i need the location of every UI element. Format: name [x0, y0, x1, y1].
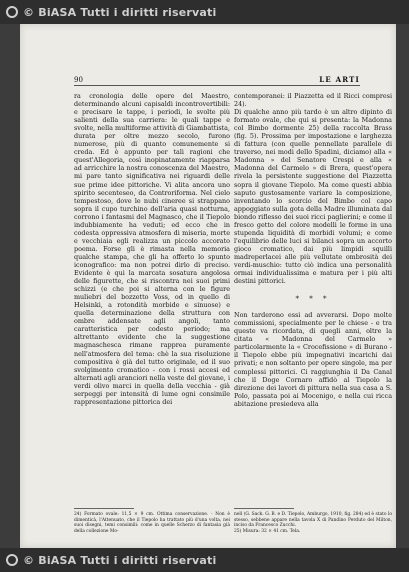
watermark-text-bottom: © BiASA Tutti i diritti riservati — [23, 553, 217, 567]
header-rule — [74, 85, 360, 86]
page-header — [74, 75, 360, 84]
footnotes-right: nell (G. Sack. G. B. e D. Tiepolo, Amburgo, 1910, fig. 284) ed è stato lo stesso, sebbene appare nella tavola X di Pandino Perduto del Milton, inciso da Francesco Zucchi. 25) Misura: 32 × 41 cm. Tela. — [234, 512, 392, 534]
page-number: 90 — [74, 76, 83, 84]
copyright-icon — [6, 6, 18, 18]
left-column-text: ra cronologia delle opere del Maestro, determinando alcuni capisaldi incontrovertibili: e precisare le tappe, i periodi, le svolte più salienti della sua carriera: le quali tappe e svolte, nella multiforme attività di Giambattista, durata per oltre mezzo secolo, furono numerose, più di quanto comunemente si creda. Ed è appunto per tali ragioni che quest'Allegoria, così inopinatamente riapparsa ad arricchire la nostra conoscenza del Maestro, mi pare tanto significativa nei riguardi delle sue prime idee pittoriche. Vi alita ancora uno spirito secenteseo, da Controriforma. Nel cielo tempestoso, dove le nubi cineree si strappano sopra il cupo turchino dell'aria quasi notturna, corrono i fantasmi del Magnasco, che il Tiepolo indubbiamente ha veduti; ed ecco che in codesta oppressiva atmosfera di miseria, morte e vecchiaia egli realizza un piccolo accorato poema. Forse gli è rimasta nella memoria qualche stampa, che gli ha offerto lo spunto iconografico: ma non potrei dirlo di preciso. Evidente è qui la marcata sosatura angolosa delle figurette, che si riscontra nei suoi primi schizzi (e che poi si alterna con le figure muliebri del bozzetto Voss, od in quello di Helsinki, a rotondità morbide e sinuose) e quella determinazione della struttura con ombre addensate agli angoli, tanto caratteristica per codesto periodo; ma altrettanto evidente che la suggestione magnaschesca rimane rapprea puramente nell'atmosfera del tema: chè la sua risoluzione compositiva è già del tutto originale, ed il suo svolgimento cromatico - con i rossi accesi ed alternati agli aranciori nella veste del giovane, i verdi olivo marci in quella della vecchia - già serpeggi per intensità di lume ogni consimile rappresentazione pittorica dei — [74, 92, 231, 406]
copyright-icon — [6, 554, 18, 566]
watermark-bottom — [0, 548, 409, 572]
right-column-text-a: contemporanei: il Piazzetta ed il Ricci compresi 24). Di qualche anno più tardo è un altro dipinto di formato ovale, che qui si presenta: la Madonna col Bimbo dormente 25) della raccolta Brass (fig. 5). Prossima per impostazione e larghezza di fattura (con quelle pennellate parallele di traverso, nei modi dello Spadini, diciamo) alla « Madonna » del Senatore Crespi e alla « Madonna del Carmelo » di Brera, quest'opera rivela la persistente suggestione del Piazzetta sopra il giovane Tiepolo. Ma come questi abbia saputo gustosamente variare la composizione, inventando lo scorcio del Bimbo col capo appoggiato sulla gota della Madre illuminata dal biondo riflesso dei suoi ricci paglierini; e come il fresco getto del colore modelli le forme in una stupenda liquidità di morbidi volumi; e come l'equilibrio delle luci si bilanci sopra un accorto gioco cromatico, dai più limpidi squilli madreperlacei alle più vellutate ombrosità dei verdi-muschio: tutto ciò indica una personalità ormai individualissima e matura per i più alti destini pittorici. — [234, 92, 392, 286]
right-column — [234, 92, 392, 408]
footnote-rule-right — [234, 508, 294, 509]
left-column — [74, 92, 230, 406]
running-title: LE ARTI — [319, 75, 360, 84]
right-column-text-b: Non tarderono essi ad avverarsi. Dopo molte commissioni, specialmente per le chiese - e tra queste va ricordata, di quegli anni, oltre la citata « Madonna del Carmelo » particolarmente la « Crocefissione » di Burano - il Tiepolo ebbe più impegnativi incarichi dai privati; e non soltanto per opere singole, ma per complessi pittorici. Ci raggiunghia il Da Canal che il Doge Cornaro affidò al Tiepolo la direzione dei lavori di pittura nella sua casa a S. Polo, passata poi ai Mocenigo, e nella cui ricca abitazione presiedeva alla — [234, 311, 392, 408]
watermark-top — [0, 0, 409, 24]
watermark-text-top: © BiASA Tutti i diritti riservati — [23, 5, 217, 19]
footnote-rule-left — [74, 508, 134, 509]
document-page — [20, 24, 396, 548]
section-separator: * * * — [295, 295, 331, 304]
footnotes-left: 24) Formato ovale: 11,5 × 9 cm. Ottima conservazione. - Non è dimenticà, l'Attenuato, che il Tiepolo ha trattato più d'una volta, nei suoi disegni, temi consimili: come in quelle Scherzo di fantasia già della collezione Mo- — [74, 512, 230, 534]
